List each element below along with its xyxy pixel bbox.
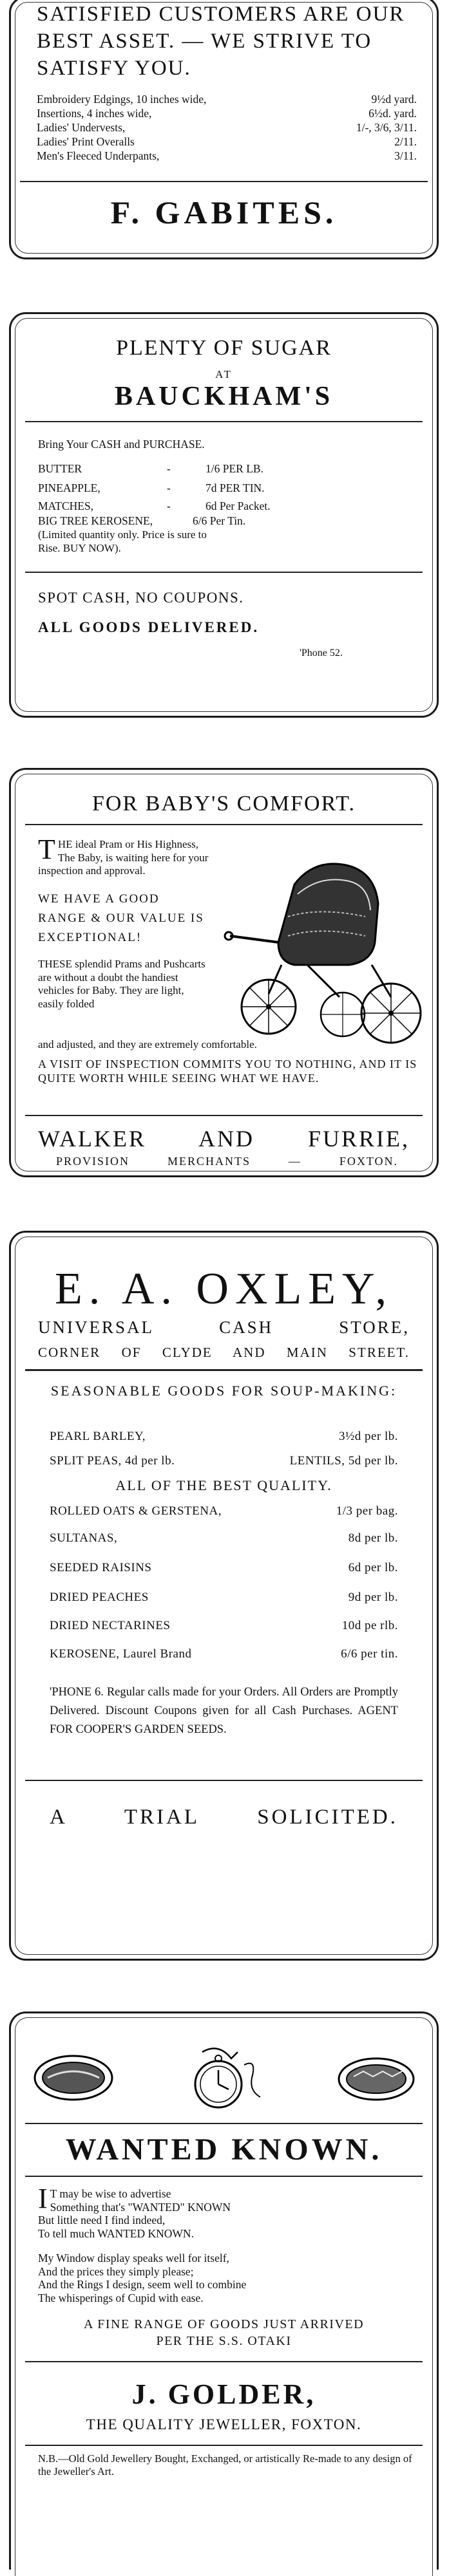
price-row [37, 92, 417, 106]
price-line [50, 1430, 398, 1444]
ring-icon [339, 2058, 414, 2100]
item-price: 3½d per lb. [338, 1430, 398, 1443]
bauckham-advert [9, 312, 439, 718]
gabites-advert [9, 0, 439, 259]
divider [25, 421, 423, 422]
item-name: Men's Fleeced Underpants, [37, 149, 160, 162]
product-price: 6d Per Packet. [205, 499, 271, 512]
price-line [50, 1561, 398, 1575]
gabites-signature: F. GABITES. [110, 194, 338, 230]
arrived-line: A FINE RANGE OF GOODS JUST ARRIVED [83, 2317, 365, 2331]
poem-line: The whisperings of Cupid with ease. [38, 2291, 204, 2304]
golder-name: J. GOLDER, [131, 2378, 316, 2410]
gabites-headline [37, 1, 416, 82]
item-name: DRIED NECTARINES [50, 1619, 171, 1632]
poem-line: And the prices they simply please; [38, 2264, 194, 2278]
divider [25, 824, 423, 825]
seasonable-goods: SEASONABLE GOODS FOR SOUP-MAKING: [50, 1383, 397, 1399]
price-line [50, 1647, 398, 1661]
provision-merchants: PROVISION MERCHANTS — FOXTON. [56, 1155, 398, 1168]
divider [25, 2445, 423, 2446]
goods-arrived [11, 2316, 437, 2349]
otaki-line: PER THE S.S. OTAKI [156, 2334, 292, 2348]
item-name: SPLIT PEAS, 4d per lb. [50, 1454, 175, 1468]
item-name: SULTANAS, [50, 1531, 118, 1545]
limited-note: (Limited quantity only. Price is sure to Rise. BUY NOW). [38, 528, 207, 554]
price-row [37, 149, 417, 163]
divider [25, 1369, 423, 1371]
pram-illustration [217, 846, 430, 1058]
pram-intro [38, 834, 209, 878]
item-price: 10d pe rlb. [341, 1619, 398, 1632]
poem-line: T may be wise to advertise [50, 2187, 171, 2200]
walker-furrie-advert [9, 768, 439, 1177]
product-price: 1/6 PER LB. [205, 462, 263, 475]
divider [25, 572, 423, 573]
divider [20, 181, 428, 182]
item-name: KEROSENE, Laurel Brand [50, 1647, 192, 1661]
pram-intro-text: HE ideal Pram or His Highness, The Baby, is waiting here for your inspection and approval. [38, 838, 209, 877]
poem-line: But little need I find indeed, [38, 2214, 166, 2226]
wanted-known-headline: WANTED KNOWN. [65, 2133, 383, 2167]
product-name: PINEAPPLE, [38, 481, 100, 494]
headline-line: SATISFIED CUSTOMERS ARE OUR [37, 3, 405, 26]
item-name: Ladies' Undervests, [37, 121, 126, 134]
poem-line: To tell much WANTED KNOWN. [38, 2226, 194, 2240]
gabites-price-list [37, 92, 417, 163]
product-name: BUTTER [38, 462, 82, 475]
divider [25, 2361, 423, 2362]
splendid-prams: THESE splendid Prams and Pushcarts are without a doubt the handiest vehicles for Baby. They are light, easily folded [38, 958, 205, 1010]
item-price: 6d per lb. [348, 1561, 398, 1574]
pocket-watch-icon [195, 2048, 260, 2107]
item-name: Insertions, 4 inches wide, [37, 107, 152, 120]
product-name: BIG TREE KEROSENE, [38, 514, 153, 527]
poem-line: Something that's "WANTED" KNOWN [50, 2200, 231, 2214]
product-price: 6/6 Per Tin. [193, 514, 246, 527]
divider [25, 1115, 423, 1116]
item-name: PEARL BARLEY, [50, 1430, 146, 1443]
product-dash: - [167, 499, 171, 512]
divider [25, 2123, 423, 2124]
price-row [37, 135, 417, 149]
price-line [50, 1531, 398, 1545]
price-row [37, 120, 417, 135]
item-price: 8d per lb. [348, 1531, 398, 1545]
walker-furrie-name: WALKER AND FURRIE, [38, 1126, 410, 1152]
price-line [50, 1504, 398, 1518]
poem-line: My Window display speaks well for itself, [38, 2252, 229, 2264]
item-price: 9½d yard. [371, 93, 417, 106]
store-corner: CORNER OF CLYDE AND MAIN STREET. [38, 1345, 410, 1360]
item-price: 1/3 per bag. [336, 1504, 398, 1518]
product-row [38, 514, 328, 528]
headline-line: BEST ASSET. — WE STRIVE TO [37, 30, 372, 53]
quality-jeweller: THE QUALITY JEWELLER, FOXTON. [86, 2416, 362, 2432]
item-price: 1/-, 3/6, 3/11. [356, 121, 417, 134]
nb-note: N.B.—Old Gold Jewellery Bought, Exchanged, or artistically Re-made to any design of the Jeweller's Art. [38, 2452, 412, 2478]
poem-stanza [38, 2252, 425, 2304]
good-range: WE HAVE A GOOD RANGE & OUR VALUE IS EXCEPTIONAL! [38, 892, 204, 944]
divider [25, 1780, 423, 1781]
poem-line: And the Rings I design, seem well to combine [38, 2278, 247, 2291]
visit-inspection: A VISIT OF INSPECTION COMMITS YOU TO NOTHING, AND IT IS QUITE WORTH WHILE SEEING WHAT WE HAVE. [38, 1058, 417, 1085]
jewellery-illustration [25, 2039, 426, 2116]
oxley-advert [9, 1231, 439, 1961]
product-row [38, 460, 328, 478]
spot-cash: SPOT CASH, NO COUPONS. [38, 590, 244, 606]
price-line [50, 1454, 398, 1468]
item-price: 2/11. [394, 135, 417, 148]
oxley-name: E. A. OXLEY, [54, 1264, 394, 1314]
price-line [50, 1619, 398, 1633]
item-price: 3/11. [394, 149, 417, 162]
divider [25, 2176, 423, 2177]
price-line [50, 1591, 398, 1605]
item-price: 6/6 per tin. [341, 1647, 398, 1661]
product-name: MATCHES, [38, 499, 94, 512]
drop-cap: T [38, 834, 55, 865]
product-dash: - [167, 462, 171, 475]
oxley-paragraph: 'PHONE 6. Regular calls made for your Orders. All Orders are Promptly Delivered. Discount Coupons given for all Cash Purchases. AGENT FOR COOPER'S GARDEN SEEDS. [50, 1686, 398, 1736]
product-dash: - [167, 481, 171, 494]
item-name: ROLLED OATS & GERSTENA, [50, 1504, 222, 1518]
phone-number: 'Phone 52. [300, 648, 343, 658]
baby-comfort-headline: FOR BABY'S COMFORT. [92, 792, 356, 816]
item-name: SEEDED RAISINS [50, 1561, 152, 1574]
item-name: Embroidery Edgings, 10 inches wide, [37, 93, 207, 106]
price-row [37, 106, 417, 120]
item-name: DRIED PEACHES [50, 1591, 149, 1604]
store-name: UNIVERSAL CASH STORE, [38, 1318, 410, 1337]
product-row [38, 497, 328, 515]
product-price: 7d PER TIN. [205, 481, 265, 494]
goods-delivered: ALL GOODS DELIVERED. [38, 619, 260, 635]
bauckham-name: BAUCKHAM'S [114, 382, 334, 411]
at-word: AT [215, 368, 233, 380]
ring-icon [35, 2056, 112, 2100]
best-quality: ALL OF THE BEST QUALITY. [115, 1477, 332, 1493]
item-price: 9d per lb. [348, 1591, 398, 1604]
item-price: LENTILS, 5d per lb. [289, 1454, 398, 1468]
sugar-headline: PLENTY OF SUGAR [116, 336, 332, 360]
headline-line: SATISFY YOU. [37, 57, 191, 80]
golder-advert [9, 2011, 439, 2570]
item-name: Ladies' Print Overalls [37, 135, 135, 148]
drop-cap: I [38, 2183, 48, 2214]
item-price: 6½d. yard. [368, 107, 417, 120]
splendid-prams-end: and adjusted, and they are extremely comfortable. [38, 1038, 257, 1050]
product-row [38, 479, 328, 497]
trial-solicited: A TRIAL SOLICITED. [50, 1806, 398, 1829]
poem-stanza [38, 2183, 425, 2240]
cash-intro: Bring Your CASH and PURCHASE. [38, 438, 205, 451]
